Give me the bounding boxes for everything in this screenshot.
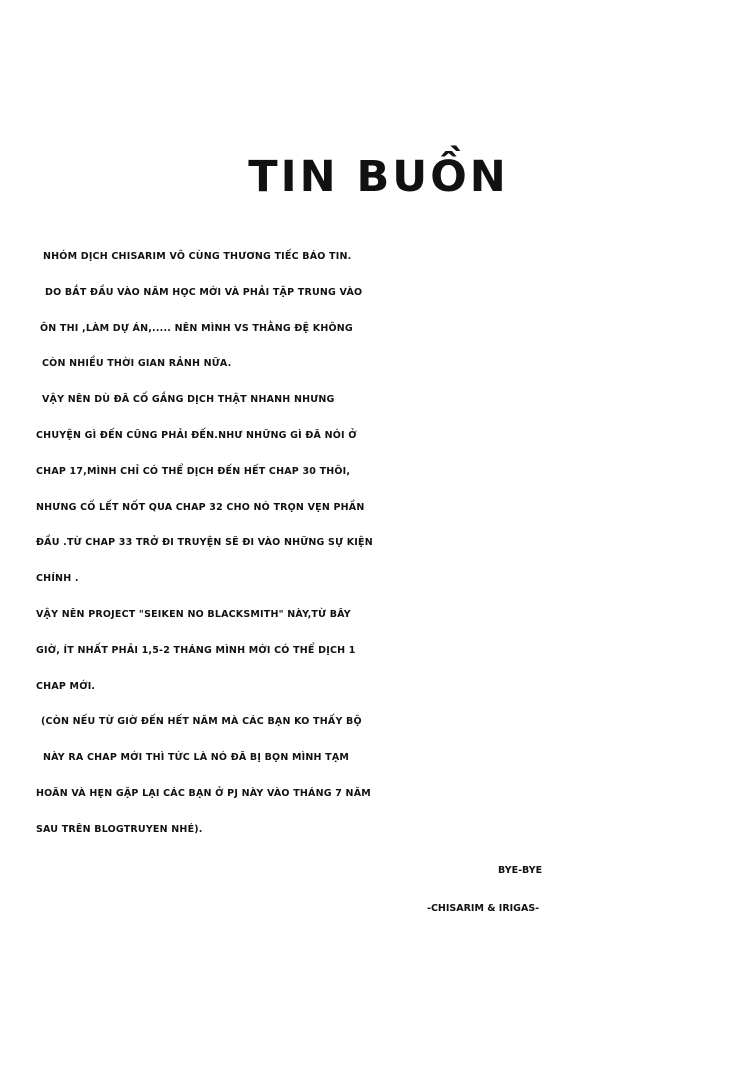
- notice-line: CHÍNH .: [36, 573, 79, 585]
- notice-line: HOÃN VÀ HẸN GẶP LẠI CÁC BẠN Ở PJ NÀY VÀO THÁNG 7 NĂM: [36, 787, 371, 799]
- notice-line: (CÒN NẾU TỪ GIỜ ĐẾN HẾT NĂM MÀ CÁC BẠN KO THẤY BỘ: [41, 716, 362, 728]
- notice-line: CHAP 17,MÌNH CHỈ CÓ THỂ DỊCH ĐẾN HẾT CHAP 30 THÔI,: [36, 465, 351, 477]
- author-signature: -CHISARIM & IRIGAS-: [427, 903, 540, 914]
- notice-line: CÒN NHIỀU THỜI GIAN RẢNH NỮA.: [42, 358, 232, 370]
- notice-line: ÔN THI ,LÀM DỰ ÁN,..... NÊN MÌNH VS THẰNG ĐỆ KHÔNG: [40, 322, 353, 334]
- notice-line: NHÓM DỊCH CHISARIM VÔ CÙNG THƯƠNG TIẾC BÁO TIN.: [43, 251, 352, 262]
- notice-line: ĐẦU .TỪ CHAP 33 TRỞ ĐI TRUYỆN SẼ ĐI VÀO NHỮNG SỰ KIỆN: [36, 537, 373, 549]
- notice-line: SAU TRÊN BLOGTRUYEN NHÉ).: [36, 823, 203, 835]
- notice-line: NHƯNG CỐ LẾT NỐT QUA CHAP 32 CHO NÓ TRỌN VẸN PHẦN: [36, 501, 365, 513]
- notice-line: NÀY RA CHAP MỚI THÌ TỨC LÀ NÓ ĐÃ BỊ BỌN MÌNH TẠM: [43, 752, 350, 764]
- notice-line: GIỜ, ÍT NHẤT PHẢI 1,5-2 THÁNG MÌNH MỚI CÓ THỂ DỊCH 1: [36, 644, 356, 656]
- notice-body: [0, 239, 749, 848]
- notice-line: VẬY NÊN DÙ ĐÃ CỐ GẮNG DỊCH THẬT NHANH NHƯNG: [42, 394, 335, 406]
- notice-line: DO BẮT ĐẦU VÀO NĂM HỌC MỚI VÀ PHẢI TẬP TRUNG VÀO: [45, 286, 363, 298]
- page-title: TIN BUỒN: [248, 152, 509, 202]
- notice-line: VẬY NÊN PROJECT "SEIKEN NO BLACKSMITH" NÀY,TỪ BÂY: [36, 608, 351, 620]
- notice-line: CHUYỆN GÌ ĐẾN CŨNG PHẢI ĐẾN.NHƯ NHỮNG GÌ ĐÃ NÓI Ở: [36, 429, 357, 441]
- farewell-text: BYE-BYE: [498, 865, 543, 876]
- notice-line: CHAP MỚI.: [36, 680, 96, 692]
